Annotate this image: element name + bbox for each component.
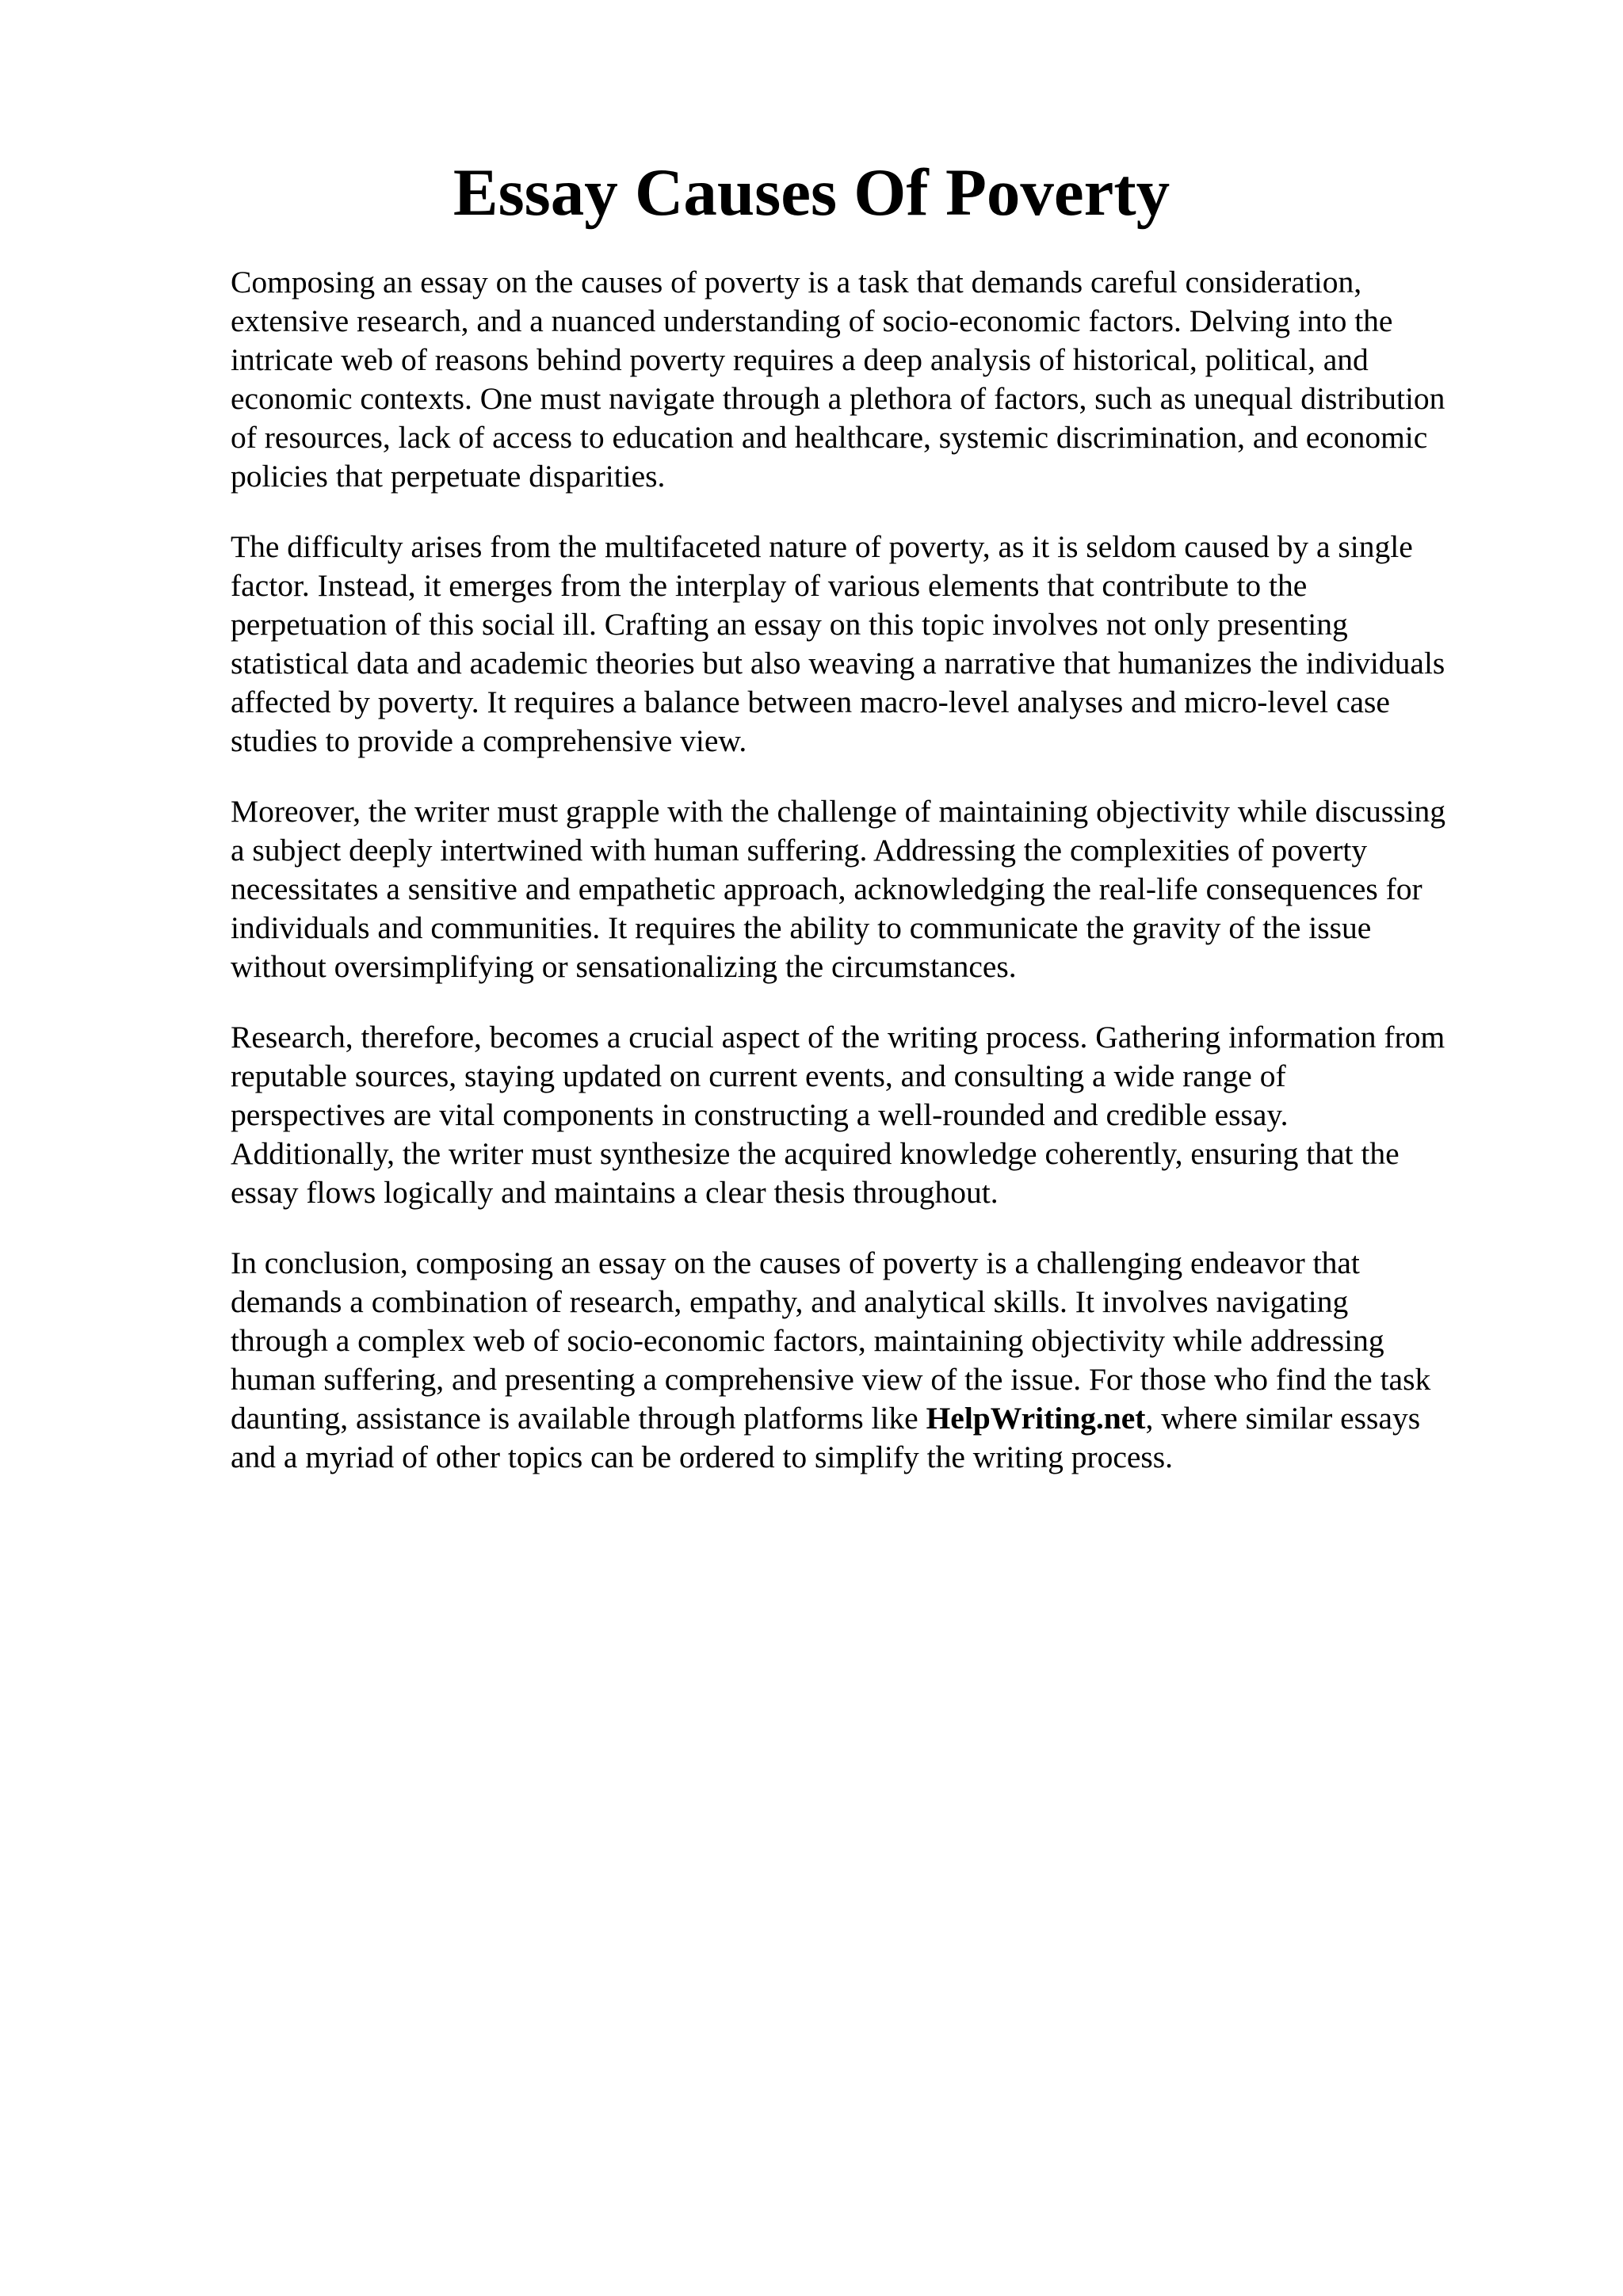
text-line: The difficulty arises from the multifaceted nature of poverty, as it is seldom caused by a single <box>231 529 1413 564</box>
brand-line-suffix: , where similar essays <box>1145 1401 1421 1436</box>
paragraph-1 <box>231 263 1514 496</box>
text-line: extensive research, and a nuanced understanding of socio-economic factors. Delving into the <box>231 303 1393 338</box>
text-line: In conclusion, composing an essay on the causes of poverty is a challenging endeavor that <box>231 1245 1360 1280</box>
brand-name: HelpWriting.net <box>926 1401 1146 1436</box>
text-line: Composing an essay on the causes of poverty is a task that demands careful consideration, <box>231 265 1362 299</box>
text-line: perpetuation of this social ill. Crafting an essay on this topic involves not only presenting <box>231 607 1348 642</box>
paragraph-4 <box>231 1018 1514 1212</box>
text-line-with-brand <box>231 1399 1514 1438</box>
text-line: Research, therefore, becomes a crucial aspect of the writing process. Gathering information from <box>231 1020 1445 1055</box>
text-line: without oversimplifying or sensationalizing the circumstances. <box>231 949 1017 984</box>
text-line: perspectives are vital components in constructing a well-rounded and credible essay. <box>231 1097 1289 1132</box>
text-line: necessitates a sensitive and empathetic approach, acknowledging the real-life consequences for <box>231 871 1423 906</box>
paragraph-3 <box>231 792 1514 986</box>
text-line: Additionally, the writer must synthesize the acquired knowledge coherently, ensuring that the <box>231 1136 1400 1171</box>
essay-body <box>231 263 1514 1508</box>
text-line: through a complex web of socio-economic factors, maintaining objectivity while addressing <box>231 1323 1384 1358</box>
text-line: economic contexts. One must navigate through a plethora of factors, such as unequal distribution <box>231 381 1445 416</box>
paragraph-conclusion <box>231 1244 1514 1477</box>
text-line: demands a combination of research, empathy, and analytical skills. It involves navigating <box>231 1284 1349 1319</box>
text-line: a subject deeply intertwined with human suffering. Addressing the complexities of poverty <box>231 833 1368 868</box>
text-line: affected by poverty. It requires a balance between macro-level analyses and micro-level case <box>231 685 1390 719</box>
text-line: human suffering, and presenting a comprehensive view of the issue. For those who find the task <box>231 1362 1431 1397</box>
text-line: and a myriad of other topics can be ordered to simplify the writing process. <box>231 1440 1174 1474</box>
text-line: factor. Instead, it emerges from the interplay of various elements that contribute to the <box>231 568 1308 603</box>
page-title: Essay Causes Of Poverty <box>453 155 1170 230</box>
text-line: of resources, lack of access to education and healthcare, systemic discrimination, and economic <box>231 420 1428 455</box>
brand-line-prefix: daunting, assistance is available through platforms like <box>231 1401 926 1436</box>
paragraph-2 <box>231 528 1514 761</box>
text-line: reputable sources, staying updated on current events, and consulting a wide range of <box>231 1058 1286 1093</box>
text-line: essay flows logically and maintains a clear thesis throughout. <box>231 1175 999 1210</box>
text-line: Moreover, the writer must grapple with the challenge of maintaining objectivity while discussing <box>231 794 1446 829</box>
text-line: statistical data and academic theories but also weaving a narrative that humanizes the individuals <box>231 646 1445 681</box>
text-line: studies to provide a comprehensive view. <box>231 723 747 758</box>
text-line: policies that perpetuate disparities. <box>231 459 666 494</box>
text-line: individuals and communities. It requires the ability to communicate the gravity of the issue <box>231 910 1372 945</box>
text-line: intricate web of reasons behind poverty requires a deep analysis of historical, political, and <box>231 342 1369 377</box>
